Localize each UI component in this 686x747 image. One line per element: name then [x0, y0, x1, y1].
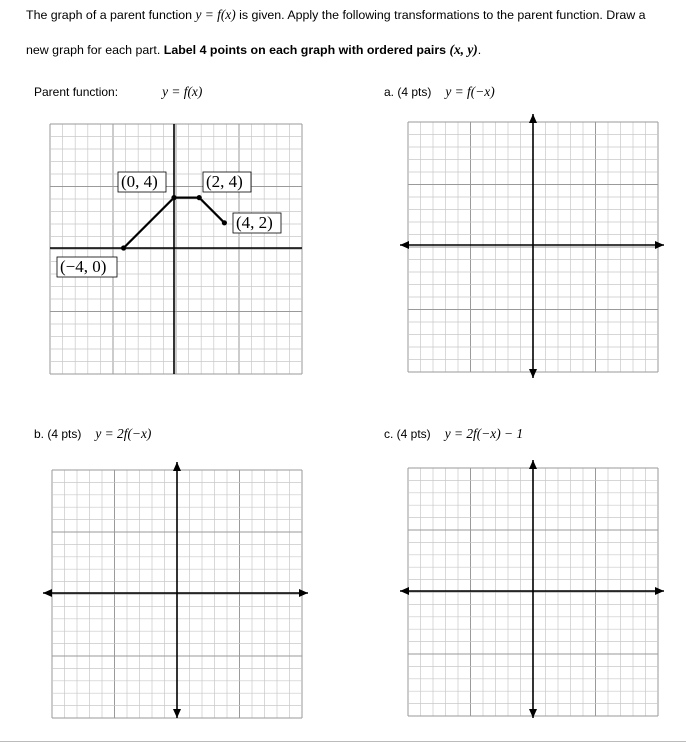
part-a-equation: y = f(−x)	[445, 84, 495, 99]
instructions-bold: Label 4 points on each graph with ordered pairs	[163, 43, 450, 57]
part-c-label-text: c. (4 pts)	[384, 427, 431, 441]
point-label: (0, 4)	[121, 172, 158, 191]
ordered-pair-notation: (x, y)	[449, 42, 478, 57]
part-a-label-text: a. (4 pts)	[384, 85, 432, 99]
parent-label-text: Parent function:	[34, 85, 119, 99]
arrow-up-icon	[529, 460, 537, 469]
point-label: (−4, 0)	[60, 257, 107, 276]
point-label: (2, 4)	[206, 172, 243, 191]
page-divider	[0, 741, 686, 742]
instructions-text-2: new graph for each part.	[26, 43, 164, 57]
arrow-left-icon	[400, 587, 409, 595]
arrow-right-icon	[655, 587, 664, 595]
part-b-label-text: b. (4 pts)	[34, 427, 82, 441]
instructions-text: The graph of a parent function	[26, 8, 196, 22]
parent-equation: y = f(x)	[162, 84, 203, 99]
part-b-equation: y = 2f(−x)	[95, 426, 152, 441]
instructions-period: .	[477, 43, 482, 57]
part-c-equation: y = 2f(−x) − 1	[444, 426, 524, 441]
instructions-text-rest: is given. Apply the following transformations to the parent function. Draw a	[235, 8, 646, 22]
point-label: (4, 2)	[236, 213, 273, 232]
arrow-down-icon	[529, 709, 537, 718]
parent-function-notation: y = f(x)	[195, 7, 236, 22]
